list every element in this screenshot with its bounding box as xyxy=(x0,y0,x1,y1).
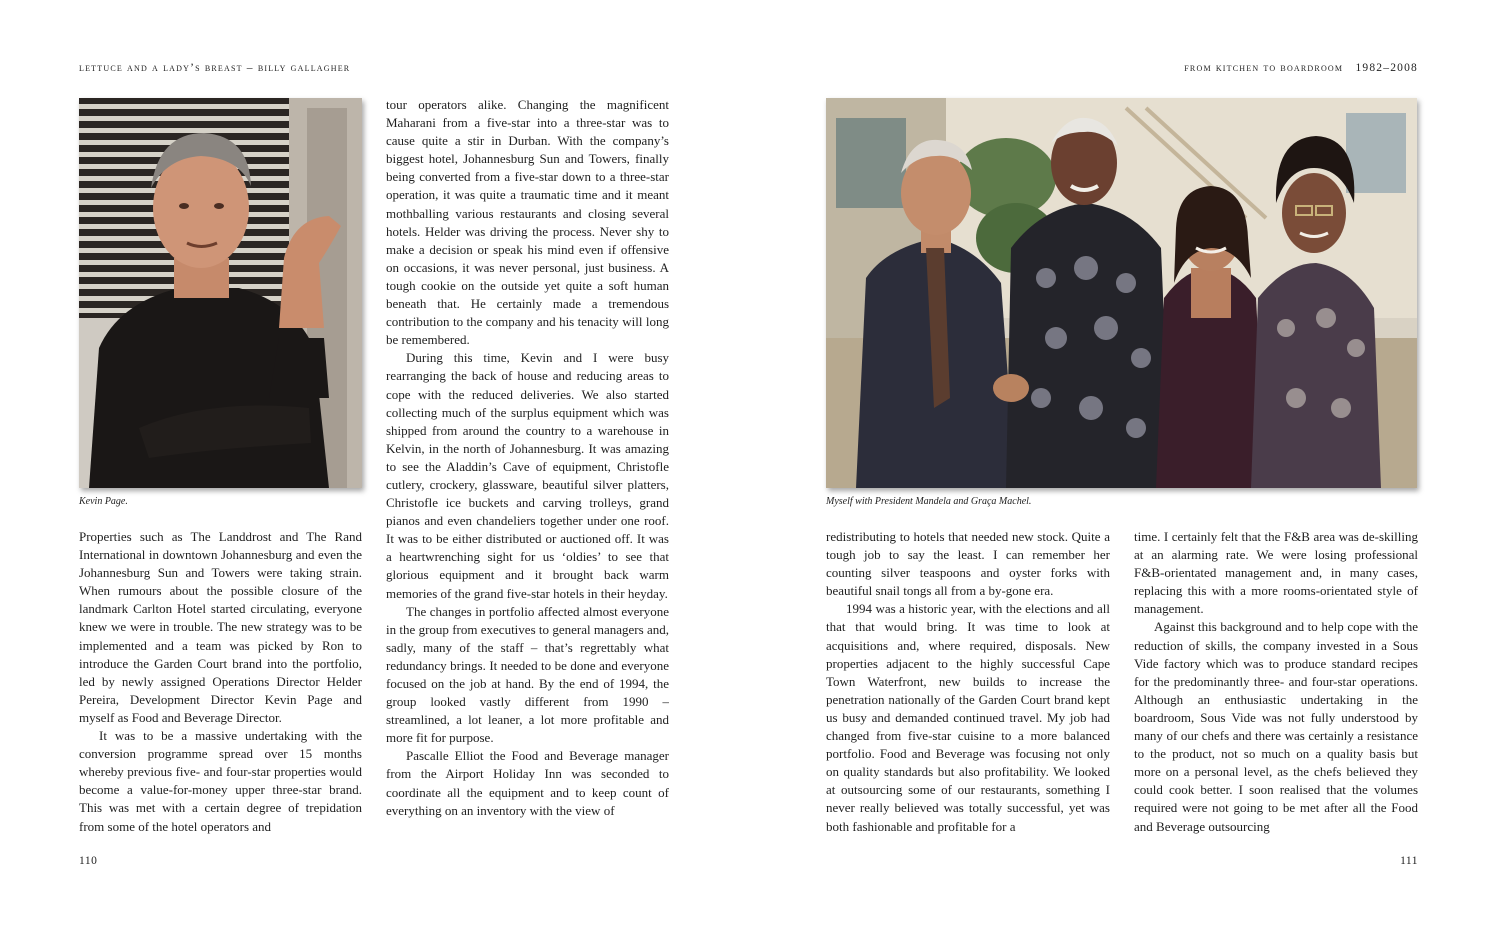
paragraph: redistributing to hotels that needed new stock. Quite a tough job to say the least. I can remember her counting silver teaspoons and oyster forks with beautiful snail tongs all from a by-gone era. xyxy=(826,529,1110,599)
photo-kevin-page-illustration xyxy=(79,98,362,488)
folio-left: 110 xyxy=(79,855,98,867)
paragraph: 1994 was a historic year, with the elections and all that that would bring. It was time to look at acquisitions and, where required, disposals. New properties adjacent to the highly successful Cape Town Waterfront, new builds to increase the penetration nationally of the Garden Court brand kept us busy and demanded continued travel. My job had changed from five-star cuisine to a more balanced portfolio. Food and Beverage was focusing not only on quality standards but also profitability. We looked at outsourcing some of our restaurants, something I never really believed was totally successful, yet was both fashionable and profitable for a xyxy=(826,601,1110,834)
folio-right: 111 xyxy=(1400,855,1418,867)
kevin-page-photo xyxy=(79,98,362,488)
paragraph: time. I certainly felt that the F&B area was de-skilling at an alarming rate. We were losing professional F&B-orientated management and, in many cases, replacing this with a more rooms-orientated style of management. xyxy=(1134,529,1418,617)
paragraph: Against this background and to help cope with the reduction of skills, the company invested in a Sous Vide factory which was to produce standard recipes for the predominantly three- and four-star operations. Although an enthusiastic undertaking in the boardroom, Sous Vide was not fully understood by many of our chefs and there was certainly a resistance to the product, not so much on a quality basis but more on a personal level, as the chefs believed they could cook better. I soon realised that the volumes required were not going to be met after all the Food and Beverage outsourcing xyxy=(1134,619,1418,834)
right-column-2 xyxy=(1134,528,1418,838)
right-column-1 xyxy=(826,528,1110,838)
running-head-right: from kitchen to boardroom 1982–2008 xyxy=(1184,62,1418,74)
paragraph: Properties such as The Landdrost and The Rand International in downtown Johannesburg and even the Johannesburg Sun and Towers were taking strain. When rumours about the possible closure of the landmark Carlton Hotel started circulating, everyone knew we were in trouble. The new strategy was to be implemented and a team was picked by Ron to introduce the Garden Court brand into the portfolio, led by newly assigned Operations Director Helder Pereira, Development Director Kevin Page and myself as Food and Beverage Director. xyxy=(79,529,362,725)
paragraph: It was to be a massive undertaking with the conversion programme spread over 15 months whereby previous five- and four-star properties would become a value-for-money upper three-star brand. This was met with a certain degree of trepidation from some of the hotel operators and xyxy=(79,728,362,834)
right-page xyxy=(748,0,1496,925)
mandela-photo xyxy=(826,98,1417,488)
paragraph: During this time, Kevin and I were busy rearranging the back of house and reducing areas to cope with the reduced deliveries. We also started collecting much of the surplus equipment which was shipped from around the country to a warehouse in Kelvin, in the north of Johannesburg. It was amazing to see the Aladdin’s Cave of equipment, Christofle cutlery, crockery, glassware, beautiful silver platters, Christofle ice buckets and carving trolleys, grand pianos and even chandeliers together under one roof. It was to be either distributed or auctioned off. It was a heartwrenching sight for us ‘oldies’ to see that glorious equipment and it brought back warm memories of the grand five-star hotels in their heyday. xyxy=(386,350,669,601)
photo-mandela-illustration xyxy=(826,98,1417,488)
left-column-2 xyxy=(386,96,669,838)
paragraph: The changes in portfolio affected almost everyone in the group from executives to general managers and, sadly, many of the staff – that’s regrettably what redundancy brings. It needed to be done and everyone focused on the job at hand. By the end of 1994, the group looked vastly different from 1990 – streamlined, a lot leaner, a lot more profitable and more fit for purpose. xyxy=(386,603,669,746)
paragraph: tour operators alike. Changing the magnificent Maharani from a five-star into a three-star was to cause quite a stir in Durban. With the company’s biggest hotel, Johannesburg Sun and Towers, finally being converted from a five-star down to a three-star operation, it was quite a traumatic time and it meant mothballing various restaurants and closing several hotels. Helder was driving the process. Never shy to make a decision or speak his mind even if offensive on occasions, it was never personal, just business. A tough cookie on the outside yet quite a soft human beneath that. He certainly made a tremendous contribution to the company and his tenacity will long be remembered. xyxy=(386,97,669,348)
running-head-left: lettuce and a lady’s breast – billy gallagher xyxy=(79,62,351,74)
left-column-1 xyxy=(79,528,362,838)
caption-mandela: Myself with President Mandela and Graça Machel. xyxy=(826,496,1032,507)
caption-kevin-page: Kevin Page. xyxy=(79,496,128,507)
paragraph: Pascalle Elliot the Food and Beverage manager from the Airport Holiday Inn was seconded to coordinate all the equipment and to keep count of everything on an inventory with the view of xyxy=(386,748,669,818)
